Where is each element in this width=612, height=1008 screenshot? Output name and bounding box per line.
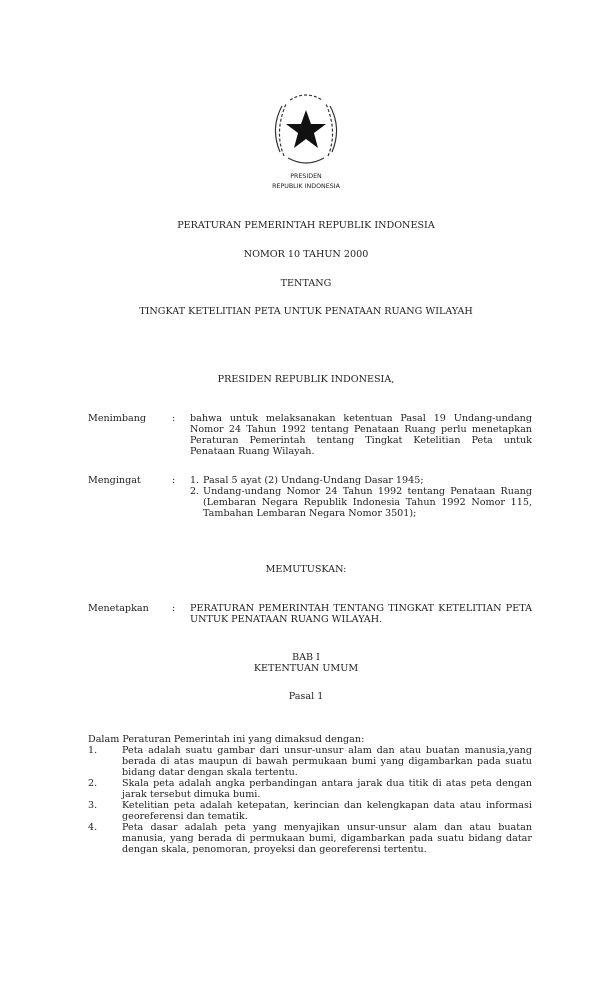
list-item: 2. Skala peta adalah angka perbandingan antara jarak dua titik di atas peta dengan jarak tersebut dimuka bumi. — [88, 778, 532, 800]
list-item: 3. Ketelitian peta adalah ketepatan, kerincian dan kelengkapan data atau informasi georeferensi dan tematik. — [88, 800, 532, 822]
list-item: 1. Pasal 5 ayat (2) Undang-Undang Dasar 1945; — [190, 475, 424, 486]
garuda-star-emblem-icon — [270, 92, 342, 168]
memutuskan-heading: MEMUTUSKAN: — [265, 564, 347, 575]
regulation-subject: TINGKAT KETELITIAN PETA UNTUK PENATAAN RUANG WILAYAH — [139, 306, 473, 317]
list-item: 2. Undang-undang Nomor 24 Tahun 1992 tentang Penataan Ruang (Lembaran Negara Republik Indonesia Tahun 1992 Nomor 115, Tambahan Lembaran Negara Nomor 3501); — [190, 486, 532, 519]
menimbang-label: Menimbang — [88, 413, 147, 424]
chapter-number: BAB I — [292, 652, 320, 663]
regulation-about: TENTANG — [280, 278, 332, 289]
list-item: 1. Peta adalah suatu gambar dari unsur-unsur alam dan atau buatan manusia,yang berada di atas maupun di bawah permukaan bumi yang digambarkan pada suatu bidang datar dengan skala tertentu. — [88, 745, 532, 778]
mengingat-label: Mengingat — [88, 475, 141, 486]
header-republic: REPUBLIK INDONESIA — [272, 183, 340, 190]
definitions-list — [88, 734, 532, 855]
colon: : — [172, 413, 176, 424]
preamble: PRESIDEN REPUBLIK INDONESIA, — [217, 374, 395, 385]
article-heading: Pasal 1 — [288, 691, 324, 702]
colon: : — [172, 603, 176, 614]
menimbang-text: bahwa untuk melaksanakan ketentuan Pasal 19 Undang-undang Nomor 24 Tahun 1992 tentang Penataan Ruang perlu menetapkan Peraturan Pemerintah tentang Tingkat Ketelitian Peta untuk Penataan Ruang Wilayah. — [190, 413, 532, 457]
list-item: 4. Peta dasar adalah peta yang menyajikan unsur-unsur alam dan atau buatan manusia, yang berada di permukaan bumi, digambarkan pada suatu bidang datar dengan skala, penomoran, proyeksi dan georeferensi tertentu. — [88, 822, 532, 855]
menetapkan-text: PERATURAN PEMERINTAH TENTANG TINGKAT KETELITIAN PETA UNTUK PENATAAN RUANG WILAYAH. — [190, 603, 532, 625]
definitions-intro: Dalam Peraturan Pemerintah ini yang dimaksud dengan: — [88, 734, 365, 745]
colon: : — [172, 475, 176, 486]
header-president: PRESIDEN — [290, 173, 322, 180]
menetapkan-label: Menetapkan — [88, 603, 149, 614]
chapter-title: KETENTUAN UMUM — [253, 663, 359, 674]
regulation-title: PERATURAN PEMERINTAH REPUBLIK INDONESIA — [177, 220, 435, 231]
regulation-number: NOMOR 10 TAHUN 2000 — [243, 249, 369, 260]
